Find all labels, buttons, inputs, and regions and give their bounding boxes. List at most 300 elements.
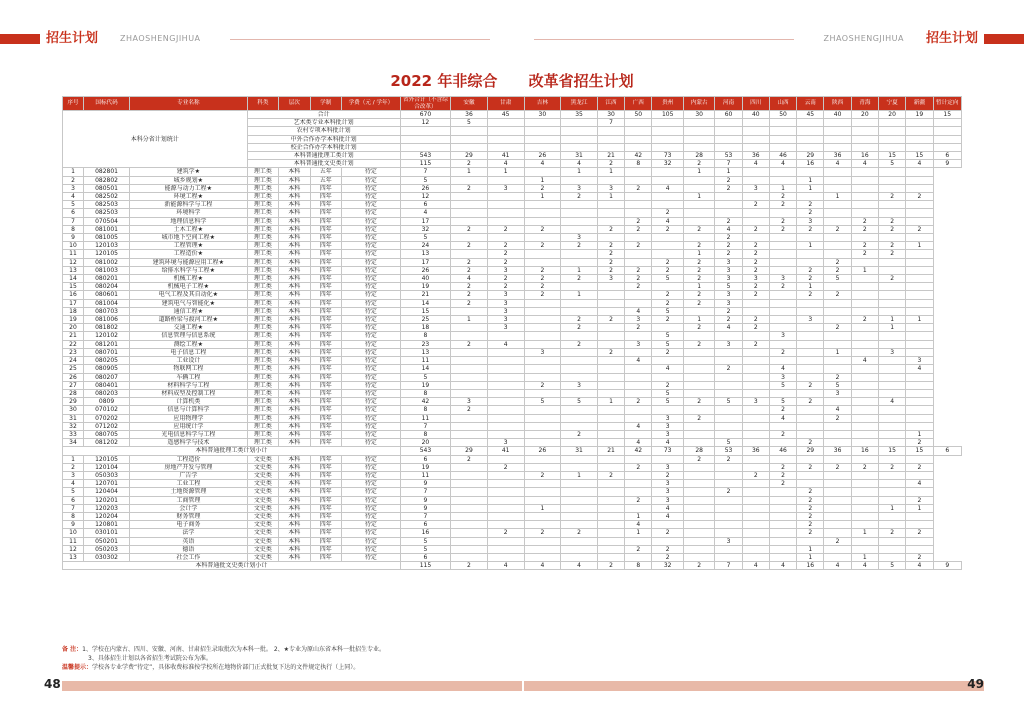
table-cell: 4 — [652, 512, 683, 520]
table-cell — [487, 135, 524, 143]
table-cell: 本科 — [279, 373, 310, 381]
table-cell — [906, 332, 933, 340]
table-cell — [524, 373, 561, 381]
table-cell: 待定 — [342, 398, 401, 406]
table-cell: 理工类 — [247, 406, 278, 414]
table-cell — [742, 193, 769, 201]
table-cell: 080201 — [83, 275, 129, 283]
table-cell — [715, 406, 742, 414]
table-cell — [906, 201, 933, 209]
table-cell: 4 — [63, 193, 84, 201]
table-cell: 四年 — [310, 283, 341, 291]
table-cell: 42 — [400, 398, 450, 406]
column-header: 安徽 — [451, 97, 488, 111]
table-cell: 4 — [906, 160, 933, 168]
table-cell — [742, 529, 769, 537]
table-cell: 120104 — [83, 463, 129, 471]
table-cell — [625, 209, 652, 217]
table-cell: 3 — [715, 275, 742, 283]
table-cell — [797, 455, 824, 463]
table-cell — [524, 521, 561, 529]
table-cell — [824, 365, 851, 373]
table-cell: 30 — [683, 111, 714, 119]
table-cell — [487, 422, 524, 430]
table-cell: 8 — [625, 160, 652, 168]
table-cell: 四年 — [310, 258, 341, 266]
table-cell: 2 — [851, 316, 878, 324]
table-cell — [400, 143, 450, 151]
table-cell: 4 — [742, 160, 769, 168]
table-cell — [625, 480, 652, 488]
table-cell: 23 — [400, 340, 450, 348]
table-cell: 理工类 — [247, 193, 278, 201]
table-cell — [625, 504, 652, 512]
table-cell: 4 — [824, 562, 851, 570]
table-cell: 待定 — [342, 537, 401, 545]
table-cell — [933, 143, 962, 151]
table-cell — [561, 422, 598, 430]
table-cell: 本科 — [279, 488, 310, 496]
table-cell: 1 — [683, 193, 714, 201]
table-cell: 5 — [400, 537, 450, 545]
table-cell: 18 — [400, 324, 450, 332]
table-cell — [597, 299, 624, 307]
table-cell — [769, 389, 796, 397]
table-cell: 29 — [451, 152, 488, 160]
table-cell — [742, 422, 769, 430]
table-cell — [683, 307, 714, 315]
table-cell — [451, 127, 488, 135]
table-cell: 2 — [715, 234, 742, 242]
column-header: 山西 — [769, 97, 796, 111]
table-cell: 社会工作 — [130, 553, 247, 561]
table-cell: 理工类 — [247, 168, 278, 176]
table-cell: 030101 — [83, 529, 129, 537]
table-cell: 2 — [597, 258, 624, 266]
table-cell: 46 — [769, 152, 796, 160]
table-cell — [715, 193, 742, 201]
table-cell — [652, 357, 683, 365]
table-cell: 12 — [400, 119, 450, 127]
table-cell: 543 — [400, 152, 450, 160]
table-cell: 信息与计算科学 — [130, 406, 247, 414]
table-cell: 2 — [524, 291, 561, 299]
table-cell: 理工类 — [247, 275, 278, 283]
table-cell: 四年 — [310, 398, 341, 406]
table-cell: 2 — [487, 242, 524, 250]
table-cell: 29 — [63, 398, 84, 406]
table-cell: 2 — [625, 463, 652, 471]
table-cell: 本科 — [279, 283, 310, 291]
table-cell: 1 — [769, 184, 796, 192]
table-cell: 四年 — [310, 455, 341, 463]
table-cell — [742, 234, 769, 242]
table-cell — [597, 176, 624, 184]
table-cell — [524, 217, 561, 225]
table-cell: 2 — [797, 291, 824, 299]
table-cell: 080203 — [83, 389, 129, 397]
table-cell — [878, 299, 905, 307]
table-cell: 2 — [487, 250, 524, 258]
table-cell — [742, 332, 769, 340]
table-cell: 2 — [769, 283, 796, 291]
table-cell: 待定 — [342, 250, 401, 258]
table-cell: 082502 — [83, 193, 129, 201]
table-cell: 3 — [715, 266, 742, 274]
table-cell: 3 — [742, 275, 769, 283]
right-header-rule — [534, 39, 794, 40]
table-cell — [742, 512, 769, 520]
table-cell: 2 — [715, 217, 742, 225]
table-cell — [625, 291, 652, 299]
table-cell: 本科 — [279, 422, 310, 430]
table-cell: 670 — [400, 111, 450, 119]
table-cell: 理工类 — [247, 340, 278, 348]
table-cell: 文史类 — [247, 463, 278, 471]
table-cell: 120203 — [83, 504, 129, 512]
table-cell: 机械工程★ — [130, 275, 247, 283]
table-cell: 3 — [769, 275, 796, 283]
table-cell — [487, 430, 524, 438]
table-cell — [906, 307, 933, 315]
table-row — [63, 537, 962, 545]
table-cell: 四年 — [310, 430, 341, 438]
table-cell: 四年 — [310, 324, 341, 332]
table-cell: 4 — [652, 439, 683, 447]
table-cell — [851, 455, 878, 463]
table-cell — [683, 521, 714, 529]
table-cell: 13 — [400, 250, 450, 258]
table-header-row — [63, 97, 962, 111]
table-cell — [524, 357, 561, 365]
table-cell: 3 — [715, 258, 742, 266]
table-cell — [487, 496, 524, 504]
table-cell — [561, 119, 598, 127]
table-cell: 2 — [561, 316, 598, 324]
table-cell: 14 — [400, 365, 450, 373]
table-cell — [769, 168, 796, 176]
table-cell: 21 — [400, 291, 450, 299]
table-cell — [824, 480, 851, 488]
table-cell: 2 — [451, 266, 488, 274]
table-cell: 待定 — [342, 340, 401, 348]
table-cell — [742, 488, 769, 496]
table-cell: 16 — [797, 562, 824, 570]
table-cell — [906, 299, 933, 307]
table-cell — [524, 553, 561, 561]
table-cell: 080703 — [83, 307, 129, 315]
table-row — [63, 471, 962, 479]
table-cell — [769, 307, 796, 315]
table-cell — [824, 512, 851, 520]
table-cell: 理工类 — [247, 176, 278, 184]
table-cell — [625, 537, 652, 545]
column-header: 国标代码 — [83, 97, 129, 111]
table-cell — [652, 406, 683, 414]
table-cell: 本科 — [279, 455, 310, 463]
table-cell: 25 — [400, 316, 450, 324]
table-cell: 本科 — [279, 332, 310, 340]
table-row — [63, 176, 962, 184]
table-cell: 理工类 — [247, 414, 278, 422]
table-cell: 本科 — [279, 414, 310, 422]
table-cell: 080401 — [83, 381, 129, 389]
table-row — [63, 389, 962, 397]
table-cell: 待定 — [342, 373, 401, 381]
table-cell: 四年 — [310, 291, 341, 299]
table-cell — [878, 537, 905, 545]
table-cell: 31 — [63, 414, 84, 422]
table-cell: 2 — [451, 242, 488, 250]
table-cell: 文史类 — [247, 537, 278, 545]
table-cell — [625, 234, 652, 242]
table-cell — [769, 512, 796, 520]
table-cell — [769, 299, 796, 307]
table-cell — [797, 365, 824, 373]
table-cell — [487, 217, 524, 225]
table-cell: 4 — [487, 160, 524, 168]
table-cell: 2 — [878, 242, 905, 250]
table-cell: 115 — [400, 562, 450, 570]
table-cell — [561, 504, 598, 512]
table-cell — [851, 422, 878, 430]
table-cell: 7 — [400, 422, 450, 430]
table-cell: 2 — [797, 398, 824, 406]
table-row — [63, 422, 962, 430]
table-cell: 2 — [797, 488, 824, 496]
table-cell: 7 — [63, 504, 84, 512]
table-cell: 文史类 — [247, 512, 278, 520]
table-cell: 2 — [769, 193, 796, 201]
table-cell — [451, 521, 488, 529]
table-cell: 12 — [63, 258, 84, 266]
table-cell — [487, 201, 524, 209]
table-cell: 19 — [400, 381, 450, 389]
table-cell — [524, 463, 561, 471]
table-cell: 本科 — [279, 291, 310, 299]
table-cell: 5 — [400, 176, 450, 184]
table-cell — [742, 217, 769, 225]
table-cell — [851, 365, 878, 373]
table-cell: 四年 — [310, 529, 341, 537]
table-cell — [451, 324, 488, 332]
table-cell — [652, 521, 683, 529]
table-cell: 5 — [451, 119, 488, 127]
table-cell: 27 — [63, 381, 84, 389]
table-cell: 4 — [769, 365, 796, 373]
table-cell: 5 — [715, 398, 742, 406]
table-cell — [797, 324, 824, 332]
summary-row-label: 合计 — [247, 111, 400, 119]
table-cell: 120103 — [83, 242, 129, 250]
table-cell: 2 — [742, 316, 769, 324]
table-cell — [797, 414, 824, 422]
table-cell: 050201 — [83, 537, 129, 545]
table-cell — [824, 430, 851, 438]
table-cell: 081005 — [83, 234, 129, 242]
left-header-rule — [230, 39, 490, 40]
table-cell: 1 — [851, 553, 878, 561]
table-cell: 23 — [63, 348, 84, 356]
table-cell: 四年 — [310, 521, 341, 529]
table-cell: 2 — [597, 316, 624, 324]
table-cell — [652, 373, 683, 381]
table-cell — [878, 176, 905, 184]
table-row — [63, 217, 962, 225]
table-cell: 24 — [400, 242, 450, 250]
table-cell: 广告学 — [130, 471, 247, 479]
table-cell: 2 — [715, 455, 742, 463]
table-cell — [652, 127, 683, 135]
column-header: 省外合计（不含综合改革） — [400, 97, 450, 111]
table-cell: 待定 — [342, 439, 401, 447]
table-cell: 5 — [878, 562, 905, 570]
table-row — [63, 225, 962, 233]
table-cell: 080905 — [83, 365, 129, 373]
table-cell — [797, 348, 824, 356]
table-cell — [906, 135, 933, 143]
table-row — [63, 414, 962, 422]
table-cell — [742, 176, 769, 184]
table-cell: 2 — [451, 291, 488, 299]
table-cell: 8 — [400, 332, 450, 340]
column-header: 学费（元 / 学年） — [342, 97, 401, 111]
table-cell — [487, 504, 524, 512]
table-cell: 2 — [683, 299, 714, 307]
table-row — [63, 193, 962, 201]
table-row — [63, 521, 962, 529]
table-cell — [742, 463, 769, 471]
table-cell: 3 — [487, 316, 524, 324]
table-cell: 待定 — [342, 463, 401, 471]
table-cell: 城乡规划★ — [130, 176, 247, 184]
table-cell: 四年 — [310, 537, 341, 545]
table-cell: 1 — [63, 455, 84, 463]
table-cell: 五年 — [310, 168, 341, 176]
table-cell — [742, 480, 769, 488]
table-cell — [851, 537, 878, 545]
table-cell — [906, 373, 933, 381]
table-cell: 本科 — [279, 307, 310, 315]
table-cell: 本科 — [279, 512, 310, 520]
table-cell: 待定 — [342, 299, 401, 307]
table-cell — [797, 168, 824, 176]
table-cell: 15 — [906, 152, 933, 160]
table-cell — [824, 340, 851, 348]
table-cell: 四年 — [310, 504, 341, 512]
table-cell — [561, 258, 598, 266]
table-cell — [625, 258, 652, 266]
table-cell: 四年 — [310, 209, 341, 217]
table-cell: 4 — [652, 504, 683, 512]
table-cell — [851, 430, 878, 438]
table-cell — [742, 414, 769, 422]
table-cell — [451, 209, 488, 217]
table-cell — [906, 283, 933, 291]
table-cell: 2 — [597, 242, 624, 250]
table-cell: 4 — [524, 562, 561, 570]
table-cell: 4 — [561, 562, 598, 570]
table-cell — [652, 143, 683, 151]
table-cell — [824, 307, 851, 315]
table-cell: 6 — [400, 455, 450, 463]
table-cell: 1 — [451, 168, 488, 176]
table-cell: 工程管理★ — [130, 242, 247, 250]
table-cell: 2 — [797, 201, 824, 209]
table-cell: 2 — [797, 463, 824, 471]
table-row — [63, 332, 962, 340]
table-cell — [625, 193, 652, 201]
table-cell: 2 — [769, 471, 796, 479]
table-cell: 2 — [451, 225, 488, 233]
table-cell: 待定 — [342, 291, 401, 299]
table-cell — [597, 553, 624, 561]
table-cell — [906, 488, 933, 496]
table-cell: 本科 — [279, 545, 310, 553]
table-cell: 4 — [906, 480, 933, 488]
table-cell — [652, 119, 683, 127]
table-cell: 9 — [400, 496, 450, 504]
table-cell: 26 — [63, 373, 84, 381]
table-cell — [652, 324, 683, 332]
table-cell: 2 — [683, 414, 714, 422]
table-cell — [715, 373, 742, 381]
table-cell — [878, 127, 905, 135]
table-cell: 3 — [715, 299, 742, 307]
column-header: 陕西 — [824, 97, 851, 111]
table-cell: 2 — [683, 455, 714, 463]
left-header-pinyin: ZHAOSHENGJIHUA — [120, 34, 201, 43]
table-cell: 2 — [652, 258, 683, 266]
table-cell — [597, 504, 624, 512]
table-cell: 4 — [906, 562, 933, 570]
table-cell: 9 — [400, 504, 450, 512]
table-cell — [742, 553, 769, 561]
table-cell: 2 — [906, 225, 933, 233]
table-cell: 7 — [400, 488, 450, 496]
table-cell — [906, 471, 933, 479]
table-cell — [597, 217, 624, 225]
table-cell: 2 — [652, 225, 683, 233]
table-cell — [715, 348, 742, 356]
table-cell: 2 — [824, 463, 851, 471]
table-cell: 4 — [652, 217, 683, 225]
table-cell — [652, 168, 683, 176]
table-cell — [597, 521, 624, 529]
table-cell: 20 — [63, 324, 84, 332]
table-cell — [487, 480, 524, 488]
table-cell: 2 — [769, 217, 796, 225]
table-cell — [451, 463, 488, 471]
table-cell — [683, 201, 714, 209]
table-cell: 4 — [742, 562, 769, 570]
table-cell: 2 — [742, 471, 769, 479]
table-cell — [878, 340, 905, 348]
table-cell — [597, 373, 624, 381]
table-cell — [524, 480, 561, 488]
table-cell: 交通工程★ — [130, 324, 247, 332]
table-cell: 41 — [487, 447, 524, 455]
table-cell: 理工类 — [247, 365, 278, 373]
table-cell — [597, 455, 624, 463]
table-cell: 3 — [824, 389, 851, 397]
table-cell — [851, 348, 878, 356]
table-cell: 2 — [769, 406, 796, 414]
table-cell — [824, 176, 851, 184]
table-cell — [878, 496, 905, 504]
table-cell — [824, 332, 851, 340]
table-cell — [561, 545, 598, 553]
